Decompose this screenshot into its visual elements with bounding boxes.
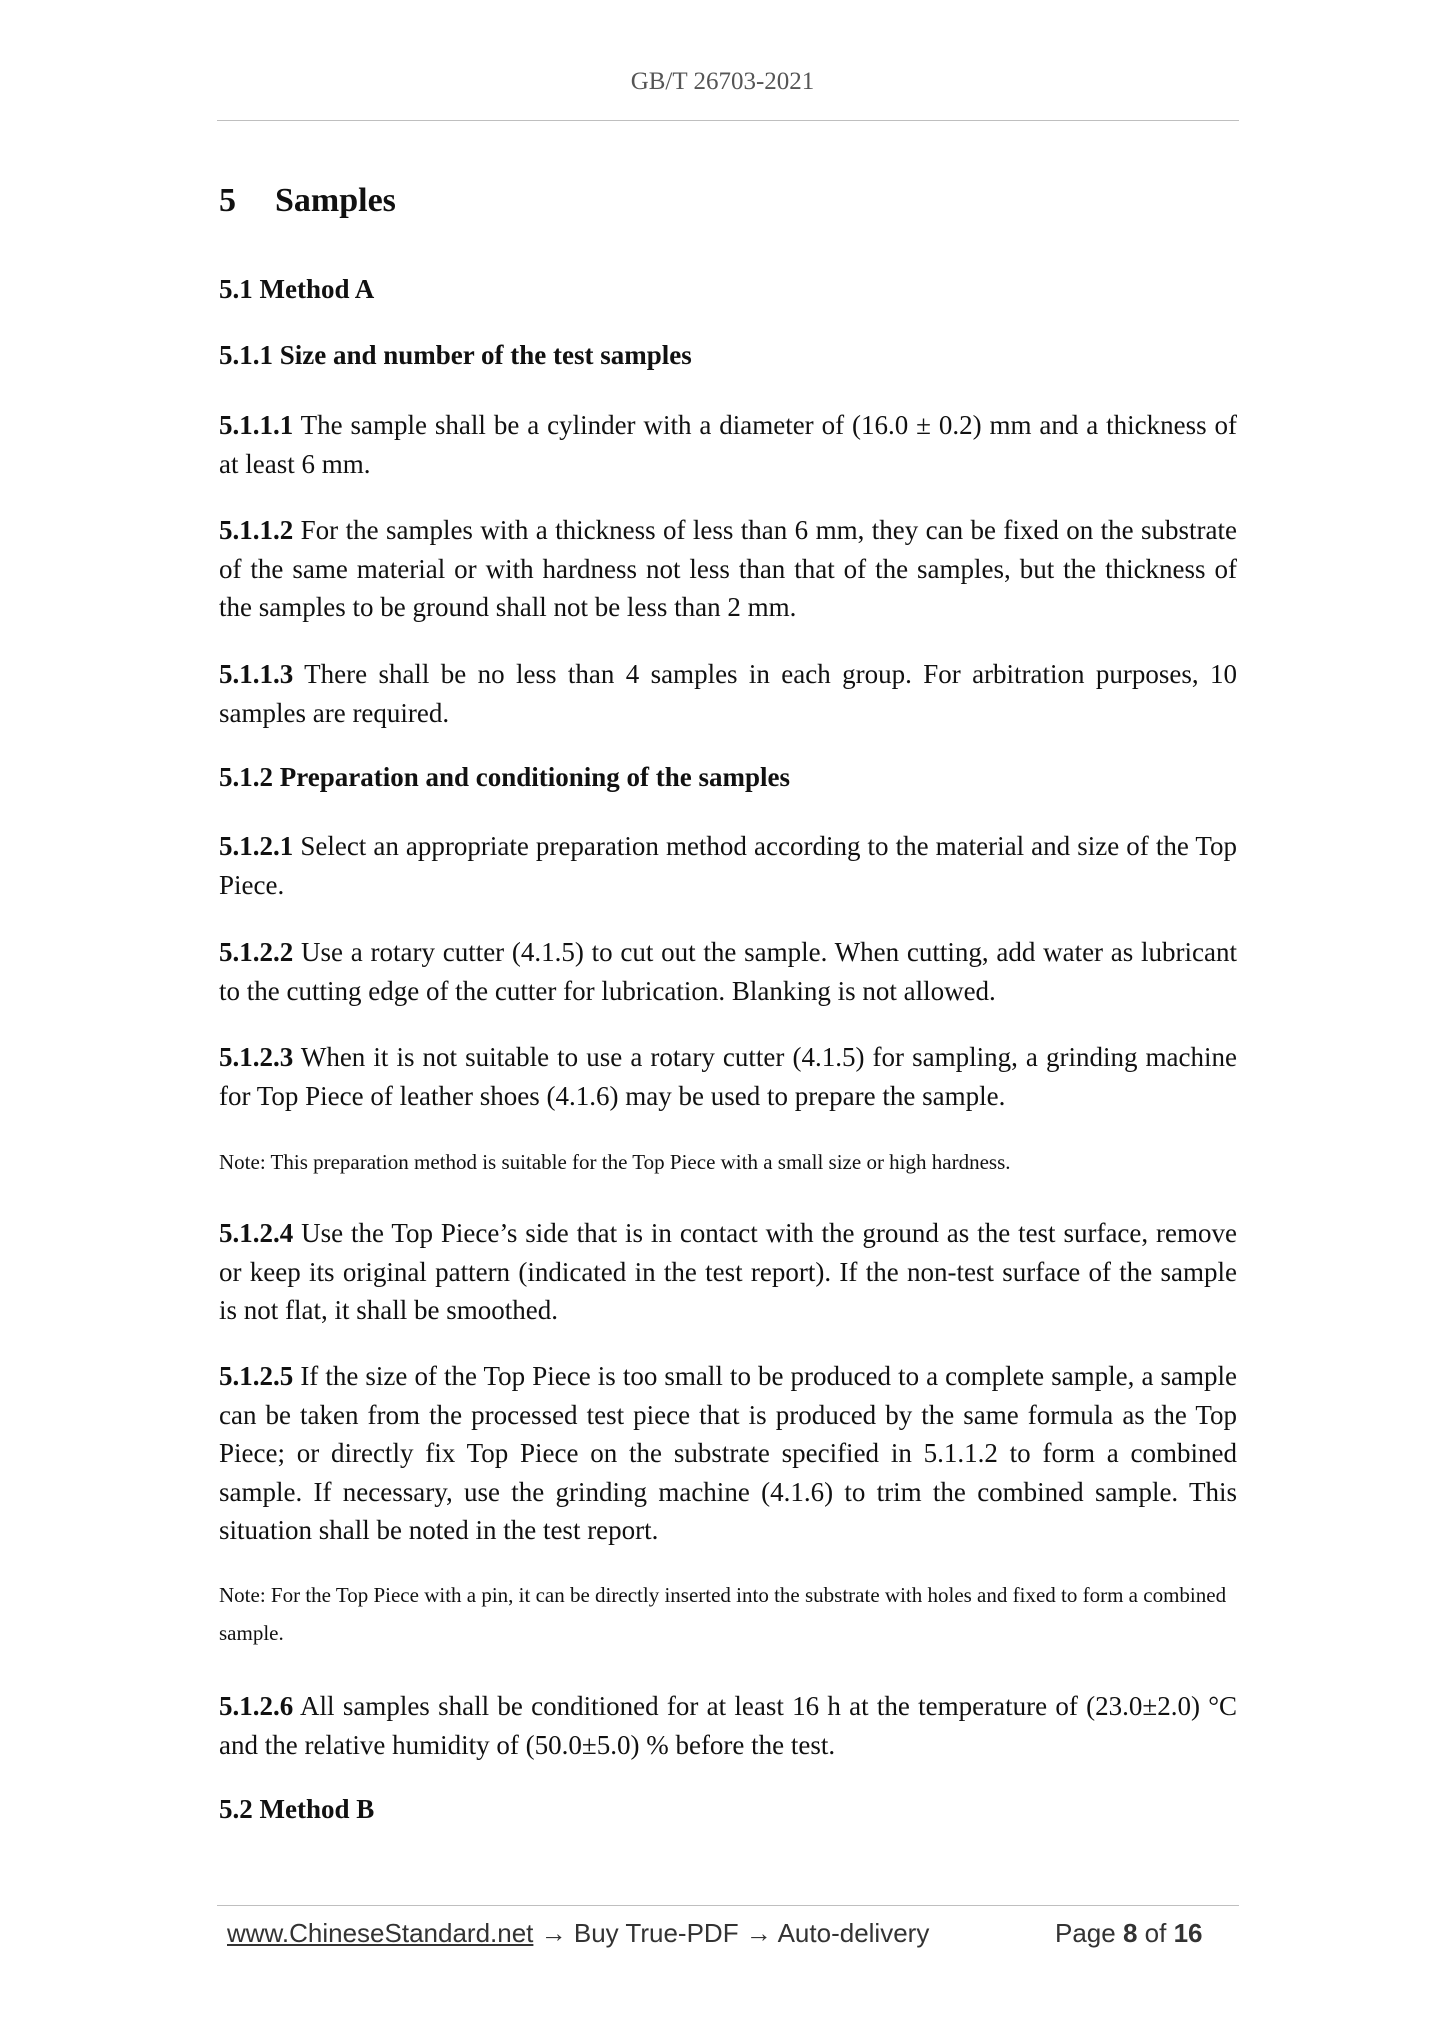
clause-5-1-2-3 [219,1038,1237,1115]
clause-number: 5.1.2.6 [219,1691,294,1721]
clause-text: Use the Top Piece’s side that is in contact with the ground as the test surface, remove or keep its original pattern (indicated in the test report). If the non-test surface of the sample is not flat, it shall be smoothed. [219,1218,1237,1325]
clause-text: The sample shall be a cylinder with a diameter of (16.0 ± 0.2) mm and a thickness of at least 6 mm. [219,410,1237,479]
note-preparation: Note: This preparation method is suitable for the Top Piece with a small size or high hardness. [219,1150,1011,1174]
page-of: of [1144,1918,1167,1948]
clause-5-1-1-1 [219,406,1237,483]
buy-text: → Buy True-PDF → Auto-delivery [540,1918,930,1948]
section-heading [219,182,1237,220]
clause-number: 5.1.1.1 [219,410,294,440]
section-title: Samples [275,182,396,219]
clause-5-1-2-6 [219,1687,1237,1764]
note-pin: Note: For the Top Piece with a pin, it can be directly inserted into the substrate with holes and fixed to form a combined sample. [219,1583,1227,1645]
clause-text: All samples shall be conditioned for at least 16 h at the temperature of (23.0±2.0) °C and the relative humidity of (50.0±5.0) % before the test. [219,1691,1238,1760]
heading-5-1-1: 5.1.1 Size and number of the test samples [219,340,692,370]
clause-number: 5.1.2.5 [219,1361,294,1391]
page-label: Page [1055,1918,1116,1948]
header-divider [217,120,1239,121]
clause-number: 5.1.1.2 [219,515,294,545]
section-number: 5 [219,182,236,219]
clause-text: When it is not suitable to use a rotary cutter (4.1.5) for sampling, a grinding machine for Top Piece of leather shoes (4.1.6) may be used to prepare the sample. [219,1042,1237,1111]
clause-5-1-1-3 [219,655,1237,732]
clause-5-1-2-4 [219,1214,1237,1330]
clause-text: If the size of the Top Piece is too small to be produced to a complete sample, a sample can be taken from the processed test piece that is produced by the same formula as the Top Piece; or directly fix Top Piece on the substrate specified in 5.1.1.2 to form a combined sample. If necessary, use the grinding machine (4.1.6) to trim the combined sample. This situation shall be noted in the test report. [219,1361,1237,1545]
clause-text: For the samples with a thickness of less than 6 mm, they can be fixed on the substrate of the same material or with hardness not less than that of the samples, but the thickness of the samples to be ground shall not be less than 2 mm. [219,515,1237,622]
website-link[interactable]: www.ChineseStandard.net [227,1918,534,1948]
heading-5-1-2: 5.1.2 Preparation and conditioning of the samples [219,762,791,792]
document-header: GB/T 26703-2021 [630,68,815,95]
clause-5-1-2-2 [219,933,1237,1010]
clause-number: 5.1.2.2 [219,937,294,967]
clause-text: There shall be no less than 4 samples in each group. For arbitration purposes, 10 samples are required. [219,659,1237,728]
clause-number: 5.1.2.3 [219,1042,294,1072]
heading-5-2: 5.2 Method B [219,1794,375,1824]
page-current: 8 [1122,1918,1138,1948]
footer-divider [217,1905,1239,1906]
clause-number: 5.1.1.3 [219,659,294,689]
heading-5-1: 5.1 Method A [219,274,375,304]
clause-5-1-2-5 [219,1357,1237,1550]
page-indicator [1055,1918,1203,1949]
clause-number: 5.1.2.1 [219,831,294,861]
clause-5-1-1-2 [219,511,1237,627]
clause-number: 5.1.2.4 [219,1218,294,1248]
clause-5-1-2-1 [219,827,1237,904]
footer-promo [227,1918,929,1949]
page-total: 16 [1173,1918,1203,1948]
clause-text: Select an appropriate preparation method according to the material and size of the Top Piece. [219,831,1237,900]
clause-text: Use a rotary cutter (4.1.5) to cut out the sample. When cutting, add water as lubricant to the cutting edge of the cutter for lubrication. Blanking is not allowed. [219,937,1238,1006]
